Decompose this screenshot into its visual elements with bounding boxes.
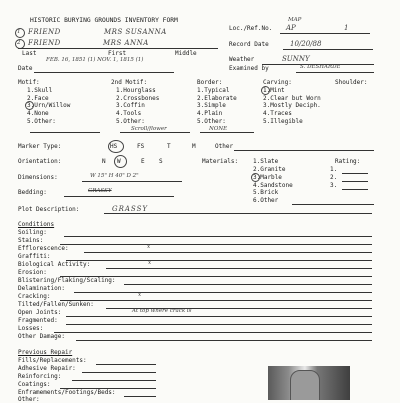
gravestone-image: [290, 370, 320, 400]
name-number-1: 1: [17, 29, 21, 35]
rating-item: 1.: [330, 166, 338, 173]
date-label: Date: [18, 65, 33, 72]
motif-item: 3.Urn/Willow: [27, 102, 71, 109]
condition-item: Fragmented:: [18, 317, 58, 324]
border-item: 1.Typical: [197, 87, 230, 94]
last-name-2: FRIEND: [28, 39, 61, 47]
motif2-item: 3.Coffin: [116, 102, 145, 109]
examined-value: S. DESHARDE: [300, 64, 341, 70]
carving-item: 4.Traces: [263, 110, 292, 117]
repair-item: Other:: [18, 396, 40, 403]
motif2-item: 1.Hourglass: [116, 87, 156, 94]
condition-item: Stains:: [18, 237, 44, 244]
rating-item: 2.: [330, 174, 338, 181]
form-title: HISTORIC BURYING GROUNDS INVENTORY FORM: [30, 17, 178, 24]
motif2-other-value: Scroll/flower: [131, 126, 167, 132]
materials-label: Materials:: [202, 158, 239, 165]
rating-item: 3.: [330, 182, 338, 189]
weather-value: SUNNY: [282, 55, 310, 63]
condition-item: Other Damage:: [18, 333, 65, 340]
condition-item: Cracking:: [18, 293, 51, 300]
border-header: Border:: [197, 79, 223, 86]
motif2-item: 5.Other:: [116, 118, 145, 125]
orientation-s: S: [159, 158, 163, 165]
marker-option-fs: FS: [137, 143, 145, 150]
material-item: 3.Marble: [253, 174, 282, 181]
loc-ref-number: 1: [344, 24, 349, 32]
previous-repair-header: Previous Repair: [18, 349, 73, 356]
loc-ref-value: AP: [286, 24, 296, 32]
motif2-header: 2nd Motif:: [111, 79, 148, 86]
condition-item: Open Joints:: [18, 309, 62, 316]
border-item: 3.Simple: [197, 102, 226, 109]
rating-label: Rating:: [335, 158, 361, 165]
repair-item: Fills/Replacements:: [18, 357, 87, 364]
conditions-header: Conditions: [18, 221, 55, 228]
bedding-value: GRASSY: [88, 188, 112, 194]
orientation-e: E: [141, 158, 145, 165]
bedding-label: Bedding:: [18, 189, 47, 196]
condition-item: Erosion:: [18, 269, 47, 276]
record-date-value: 10/20/88: [290, 40, 322, 48]
motif-item: 1.Skull: [27, 87, 53, 94]
first-name-2: MRS ANNA: [103, 39, 149, 47]
carving-item: 2.Clear but Worn: [263, 95, 321, 102]
border-item: 4.Plain: [197, 110, 223, 117]
condition-item: Efflorescence:: [18, 245, 69, 252]
orientation-n: N: [102, 158, 106, 165]
dimensions-label: Dimensions:: [18, 174, 58, 181]
carving-header: Carving:: [263, 79, 292, 86]
biological-activity-mark: x: [148, 260, 152, 266]
plot-description-label: Plot Description:: [18, 206, 80, 213]
first-name-1: MRS SUSANNA: [104, 28, 167, 36]
orientation-w: W: [117, 158, 121, 165]
motif-header: Motif:: [18, 79, 40, 86]
marker-option-t: T: [167, 143, 171, 150]
motif-item: 5.Other:: [27, 118, 56, 125]
carving-item: 1.Mint: [263, 87, 285, 94]
examined-label: Examined by: [229, 65, 269, 72]
weather-label: Weather: [229, 56, 255, 63]
marker-option-other: Other: [215, 143, 234, 150]
condition-item: Tilted/Fallen/Sunken:: [18, 301, 94, 308]
repair-item: Adhesive Repair:: [18, 365, 76, 372]
repair-item: Coatings:: [18, 381, 51, 388]
marker-option-m: M: [192, 143, 196, 150]
condition-item: Blistering/Flaking/Scaling:: [18, 277, 116, 284]
carving-item: 3.Mostly Deciph.: [263, 102, 321, 109]
date-value: FEB. 16, 1851 (1) NOV. 1, 1815 (1): [46, 57, 144, 63]
material-item: 4.Sandstone: [253, 182, 293, 189]
plot-description-value: GRASSY: [112, 205, 149, 213]
material-item: 5.Brick: [253, 189, 279, 196]
orientation-label: Orientation:: [18, 158, 62, 165]
last-label: Last: [22, 50, 37, 57]
dimensions-value: W 15" H 40" D 2": [90, 173, 139, 179]
efflorescence-mark: x: [147, 244, 151, 250]
middle-label: Middle: [175, 50, 197, 57]
shoulder-header: Shoulder:: [335, 79, 368, 86]
condition-item: Losses:: [18, 325, 44, 332]
condition-item: Soiling:: [18, 229, 47, 236]
condition-item: Delamination:: [18, 285, 65, 292]
marker-type-label: Marker Type:: [18, 143, 62, 150]
first-label: First: [108, 50, 127, 57]
condition-item: Graffiti:: [18, 253, 51, 260]
motif2-item: 4.Tools: [116, 110, 142, 117]
border-item: 2.Elaborate: [197, 95, 237, 102]
material-item: 2.Granite: [253, 166, 286, 173]
motif2-item: 2.Crossbones: [116, 95, 160, 102]
marker-option-hs: HS: [110, 143, 118, 150]
open-joints-note: At top where crack is: [132, 308, 192, 314]
motif-item: 2.Face: [27, 95, 49, 102]
repair-item: Enframements/Footings/Beds:: [18, 389, 116, 396]
cracking-mark: x: [138, 292, 142, 298]
repair-item: Reinforcing:: [18, 373, 62, 380]
border-other-value: NONE: [209, 126, 228, 132]
motif-item: 4.None: [27, 110, 49, 117]
name-number-2: 2: [17, 40, 21, 46]
record-date-label: Record Date: [229, 41, 269, 48]
border-item: 5.Other:: [197, 118, 226, 125]
last-name-1: FRIEND: [28, 28, 61, 36]
loc-ref-label: Loc./Ref.No.: [229, 25, 273, 32]
material-item: 1.Slate: [253, 158, 279, 165]
material-item: 6.Other: [253, 197, 279, 204]
gravestone-photo: [268, 366, 350, 400]
carving-item: 5.Illegible: [263, 118, 303, 125]
map-note: MAP: [288, 17, 302, 23]
condition-item: Biological Activity:: [18, 261, 91, 268]
